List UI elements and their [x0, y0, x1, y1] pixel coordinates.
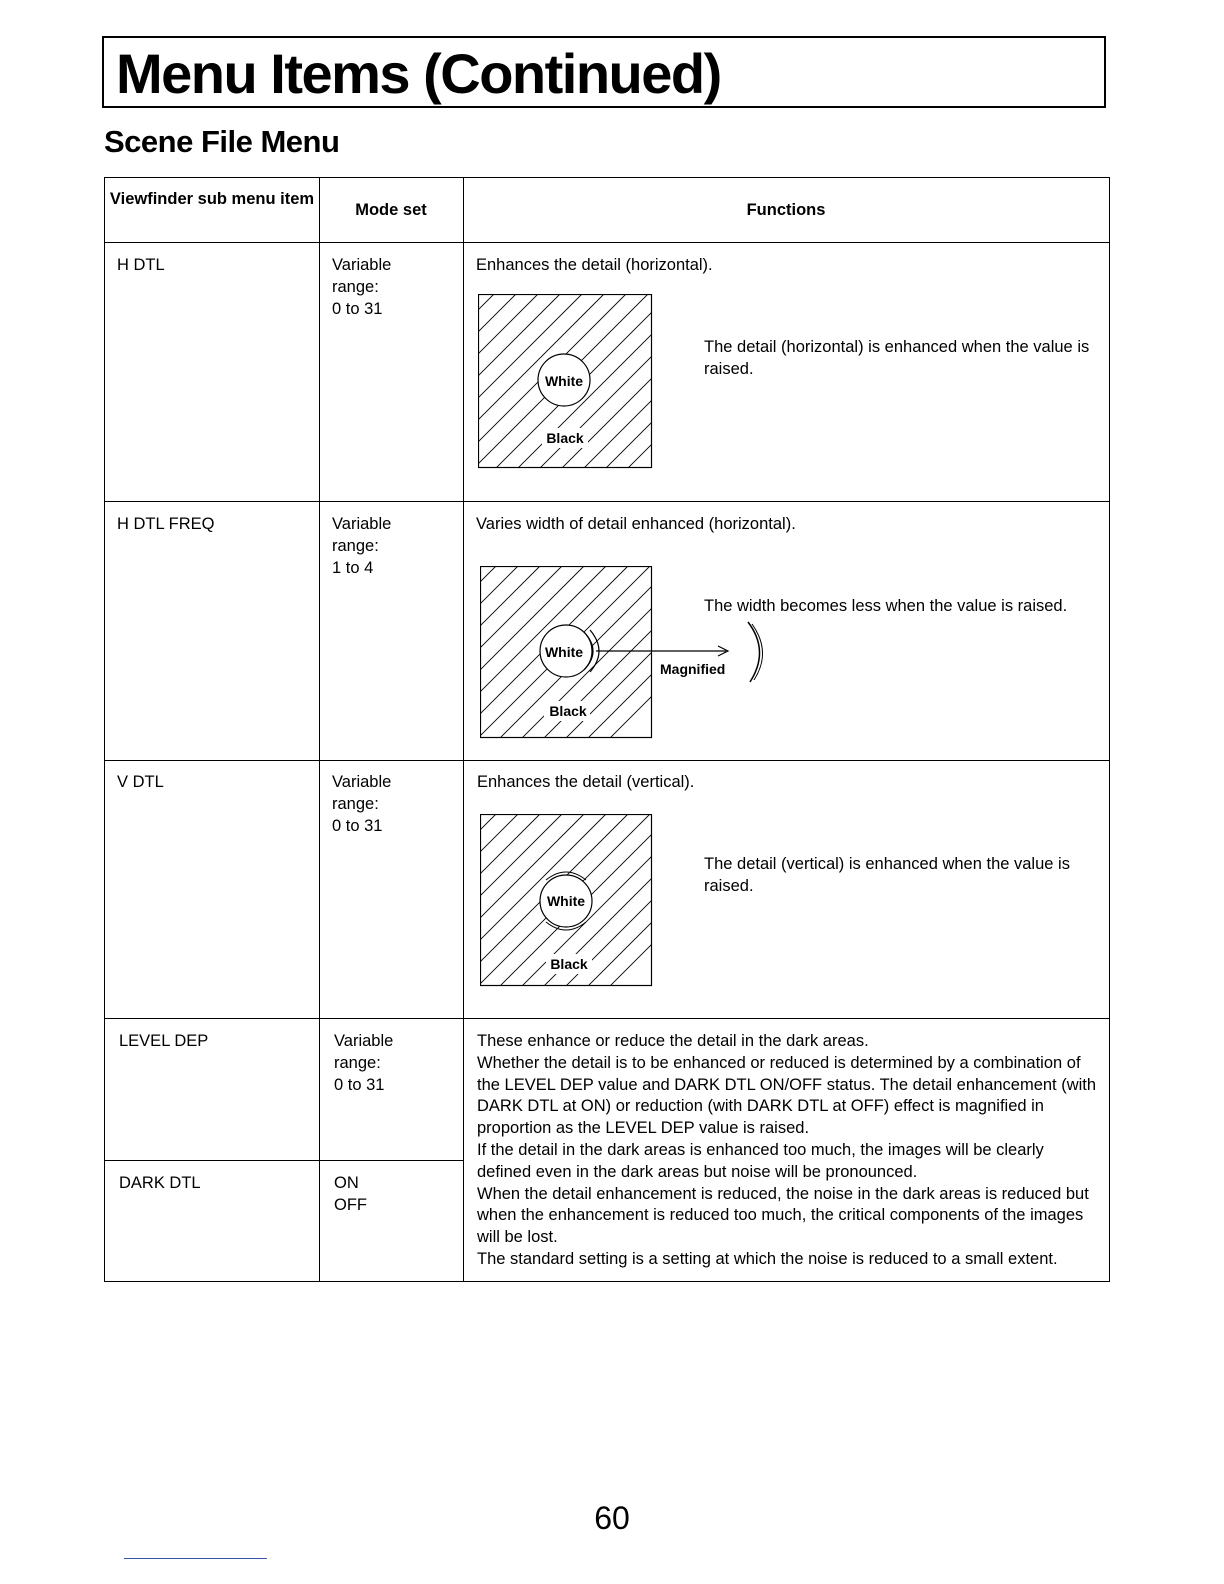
header-divider: [105, 242, 1109, 243]
header-mode: Mode set: [355, 201, 427, 219]
white-label: White: [544, 644, 584, 660]
row-note-h-dtl-freq: The width becomes less when the value is raised.: [704, 597, 1068, 615]
page-title: Menu Items (Continued): [116, 42, 721, 105]
description-line: Whether the detail is to be enhanced or reduced is determined by a combination of the LEVEL DEP value and DARK DTL ON/OFF status. The detail enhancement (with DARK DTL at ON) or reduction (with DARK DTL at OFF) effect is magnified in proportion as the LEVEL DEP value is raised.: [477, 1053, 1097, 1138]
column-divider: [463, 178, 464, 1281]
header-functions: Functions: [746, 201, 826, 219]
detail-diagram-horizontal: [478, 294, 654, 475]
footer-rule: [124, 1558, 267, 1559]
magnified-label: Magnified: [660, 661, 726, 677]
description-line: These enhance or reduce the detail in the dark areas.: [477, 1032, 869, 1050]
row-mode-v-dtl: Variable range: 0 to 31: [332, 773, 392, 835]
row-note-v-dtl: The detail (vertical) is enhanced when the value is raised.: [704, 855, 1070, 895]
section-title: Scene File Menu: [104, 124, 340, 159]
row-note-h-dtl: The detail (horizontal) is enhanced when the value is raised.: [704, 338, 1090, 378]
row-item-level-dep: LEVEL DEP: [119, 1032, 209, 1050]
black-label: Black: [546, 430, 584, 446]
row-mode-h-dtl: Variable range: 0 to 31: [332, 256, 392, 318]
column-divider: [319, 178, 320, 1281]
row-mode-level-dep: Variable range: 0 to 31: [334, 1032, 394, 1094]
black-label: Black: [549, 703, 587, 719]
dark-detail-description: [477, 1031, 1097, 1271]
row-item-h-dtl-freq: H DTL FREQ: [117, 515, 215, 533]
row-mode-dark-dtl: ON OFF: [334, 1174, 367, 1214]
detail-diagram-vertical: [480, 814, 656, 995]
width-diagram-horizontal: [480, 566, 780, 747]
scene-file-menu-table: [104, 177, 1110, 1282]
white-label: White: [544, 373, 584, 389]
description-line: The standard setting is a setting at which the noise is reduced to a small extent.: [477, 1249, 1058, 1268]
black-label: Black: [550, 956, 588, 972]
row-divider: [105, 501, 1109, 502]
row-item-v-dtl: V DTL: [117, 773, 164, 791]
row-divider: [105, 1160, 463, 1161]
page-number: 60: [594, 1500, 630, 1536]
row-divider: [105, 760, 1109, 761]
row-function-h-dtl-freq: Varies width of detail enhanced (horizontal).: [476, 515, 796, 533]
row-function-h-dtl: Enhances the detail (horizontal).: [476, 256, 713, 274]
row-function-v-dtl: Enhances the detail (vertical).: [477, 773, 695, 791]
white-label: White: [546, 893, 586, 909]
row-item-h-dtl: H DTL: [117, 256, 165, 274]
row-mode-h-dtl-freq: Variable range: 1 to 4: [332, 515, 392, 577]
description-line: When the detail enhancement is reduced, the noise in the dark areas is reduced but when the enhancement is reduced too much, the critical components of the images will be lost.: [477, 1184, 1089, 1247]
description-line: If the detail in the dark areas is enhanced too much, the images will be clearly defined even in the dark areas but noise will be pronounced.: [477, 1140, 1044, 1181]
page-title-box: [102, 36, 1106, 108]
header-item: Viewfinder sub menu item: [109, 190, 315, 208]
row-divider: [105, 1018, 1109, 1019]
row-item-dark-dtl: DARK DTL: [119, 1174, 201, 1192]
